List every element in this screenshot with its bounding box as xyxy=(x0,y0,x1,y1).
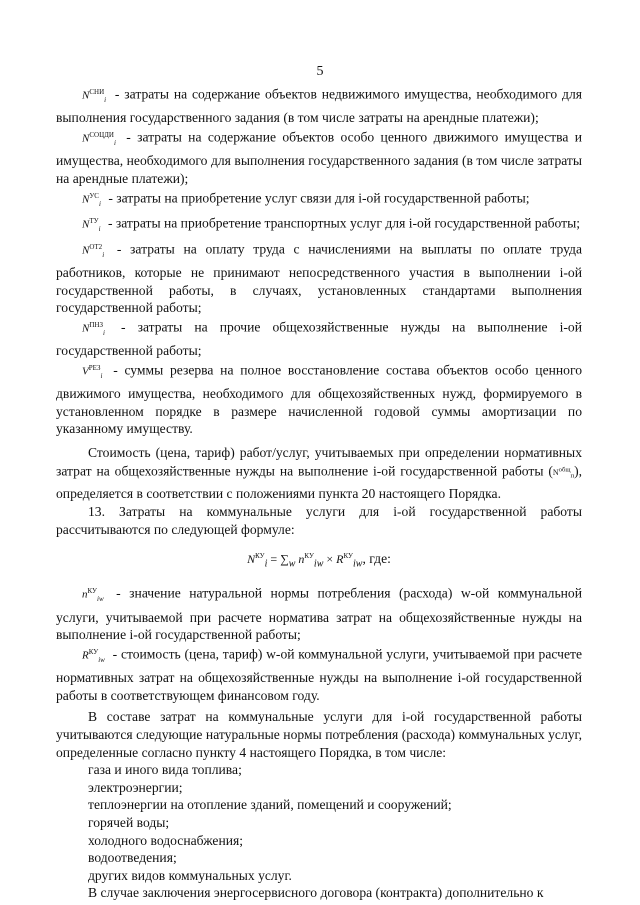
symbol-n-ku: $n^{КУ}_{iw}$ xyxy=(82,587,104,604)
definition-text: - затраты на приобретение транспортных услуг для i-ой государственной работы; xyxy=(107,215,581,231)
symbol-r-ku: $R^{КУ}_{iw}$ xyxy=(82,647,105,664)
paragraph-cost: Стоимость (цена, тариф) работ/услуг, учитываемых при определении нормативных затрат на общехозяйственные нужды на выполнение i-ой государственной работы $(N^{общ}_п)$, определяется в соответствии с положениями пункта 20 настоящего Порядка. xyxy=(56,445,582,502)
symbol-n-us: $N^{УС}_i$ xyxy=(82,191,101,208)
definition-pnz xyxy=(56,317,582,360)
symbol-n-ot2: $N^{ОТ2}_i$ xyxy=(82,242,105,259)
definition-text: - стоимость (цена, тариф) w-ой коммунальной услуги, учитываемой при расчете нормативных затрат на общехозяйственные нужды на выполнение i-ой государственной работы в соответствующем финансовом году. xyxy=(56,646,582,703)
utility-list xyxy=(56,761,582,884)
symbol-n-pnz: $N^{ПНЗ}_i$ xyxy=(82,320,105,337)
definition-tu xyxy=(56,213,582,238)
definition-ot2 xyxy=(56,239,582,317)
formula-communal: $N^{КУ}_i = \sum_w$ $n^{КУ}_{iw} \times R^{КУ}_{iw}$, где: xyxy=(247,551,391,570)
definition-text: - затраты на прочие общехозяйственные нужды на выполнение i-ой государственной работы; xyxy=(56,319,582,359)
definition-sni xyxy=(56,84,582,127)
paragraph-norms: В составе затрат на коммунальные услуги для i-ой государственной работы учитываются следующие натуральные нормы потребления (расхода) коммунальных услуг, определенные согласно пункту 4 настоящего Порядка, в том числе: xyxy=(56,709,582,760)
definition-text: - затраты на содержание объектов особо ценного движимого имущества и имущества, необходимого для выполнения государственного задания (в том числе затраты на арендные платежи); xyxy=(56,129,582,187)
symbol-n-tu: $N^{ТУ}_i$ xyxy=(82,217,101,233)
definition-rez xyxy=(56,360,582,438)
list-item: газа и иного вида топлива; xyxy=(88,762,242,778)
definition-r-ku xyxy=(56,644,582,705)
symbol-n-obsh: $N^{общ}_п$ xyxy=(552,466,575,480)
symbol-n-sni: $N^{СНИ}_i$ xyxy=(82,88,107,104)
definition-text: - затраты на оплату труда с начислениями на выплаты по оплате труда работников, которые не принимают непосредственного участия в выполнении i-ой государственной работы, в случаях, установленных стандартами выполнения государственной работы; xyxy=(56,241,582,316)
definition-us xyxy=(56,188,582,213)
list-item: горячей воды; xyxy=(88,815,170,831)
list-item: холодного водоснабжения; xyxy=(88,832,244,848)
page-number: 5 xyxy=(316,64,324,79)
list-item: других видов коммунальных услуг. xyxy=(88,867,292,883)
list-item: электроэнергии; xyxy=(88,779,183,795)
list-item: водоотведения; xyxy=(88,850,177,866)
symbol-v-rez: $V^{РЕЗ}_i$ xyxy=(82,363,103,380)
definition-socdi xyxy=(56,127,582,188)
definition-text: - затраты на приобретение услуг связи для i-ой государственной работы; xyxy=(108,190,530,206)
paragraph-energy-service: В случае заключения энергосервисного договора (контракта) дополнительно к xyxy=(88,885,544,901)
definition-text: - затраты на содержание объектов недвижимого имущества, необходимого для выполнения государственного задания (в том числе затраты на арендные платежи); xyxy=(56,86,582,126)
document-body xyxy=(56,84,582,902)
paragraph-13: 13. Затраты на коммунальные услуги для i-ой государственной работы рассчитываются по следующей формуле: xyxy=(56,504,582,537)
definition-text: - суммы резерва на полное восстановление состава объектов особо ценного движимого имущества, необходимого для общехозяйственных нужд, формируемого в установленном порядке в размере начисленной годовой суммы амортизации по указанному имуществу. xyxy=(56,362,582,437)
definition-text: - значение натуральной нормы потребления (расхода) w-ой коммунальной услуги, учитываемой при расчете норматива затрат на общехозяйственные нужды на выполнение i-ой государственной работы; xyxy=(56,585,582,643)
definition-n-ku xyxy=(56,583,582,644)
symbol-n-socdi: $N^{СОЦДИ}_i$ xyxy=(82,131,116,147)
list-item: теплоэнергии на отопление зданий, помещений и сооружений; xyxy=(88,797,452,813)
